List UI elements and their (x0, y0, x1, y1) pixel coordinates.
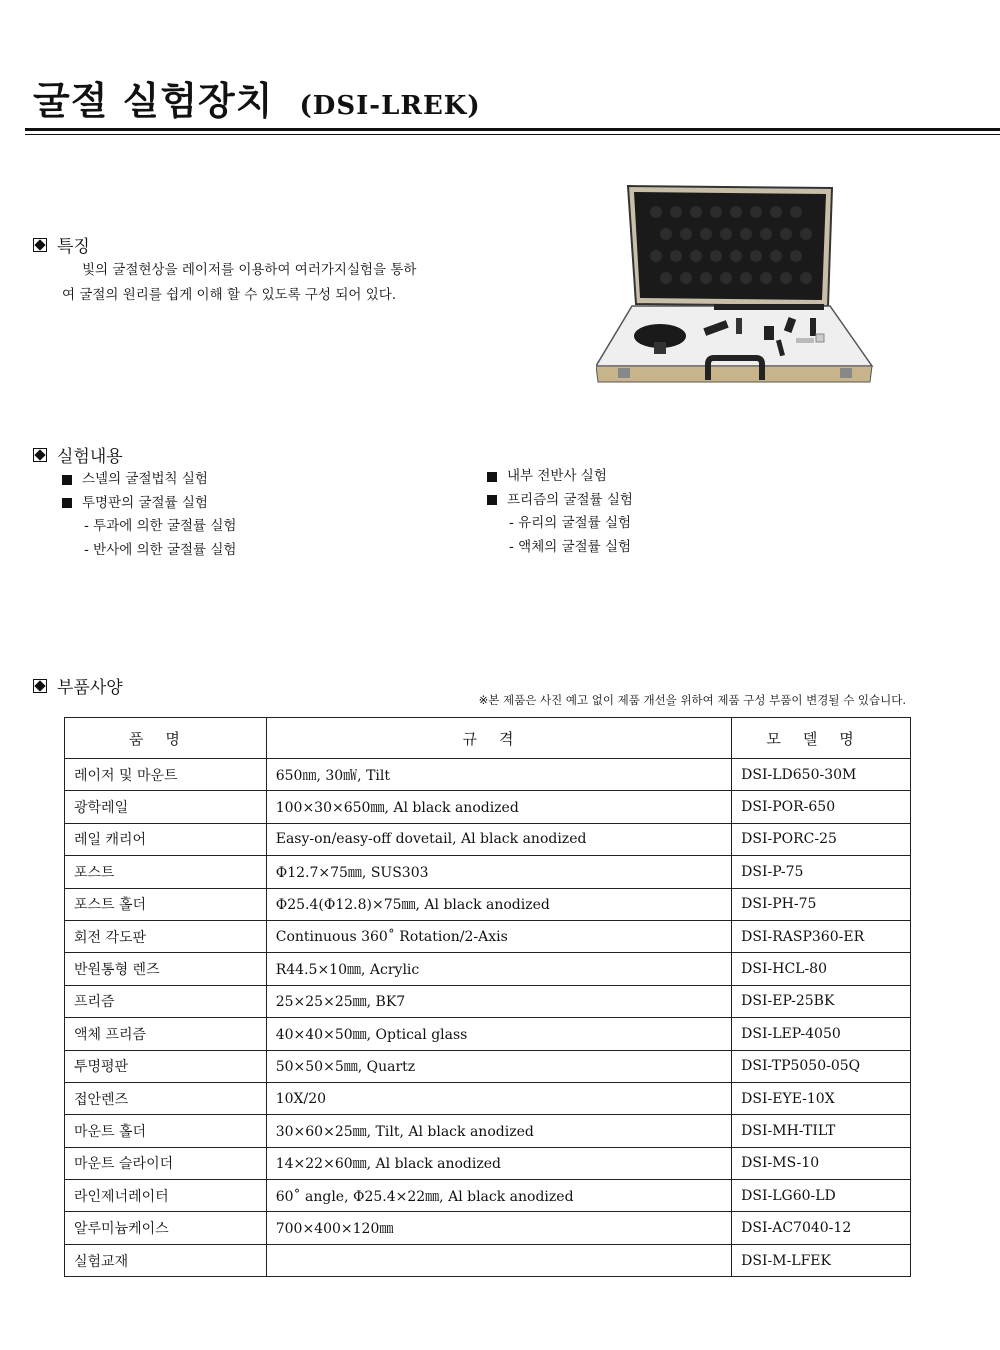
cell-specification: Continuous 360˚ Rotation/2-Axis (266, 920, 731, 952)
cell-specification: 100×30×650㎜, Al black anodized (266, 791, 731, 823)
cell-specification: 40×40×50㎜, Optical glass (266, 1018, 731, 1050)
cell-part-name: 광학레일 (65, 791, 267, 823)
column-header-name: 품명 (65, 718, 267, 759)
cell-model-number: DSI-EYE-10X (732, 1082, 911, 1114)
cell-part-name: 프리즘 (65, 985, 267, 1017)
table-row (65, 823, 911, 855)
cell-model-number: DSI-RASP360-ER (732, 920, 911, 952)
column-header-spec: 규격 (266, 718, 731, 759)
cell-part-name: 회전 각도판 (65, 920, 267, 952)
cell-specification: Easy-on/easy-off dovetail, Al black anodized (266, 823, 731, 855)
table-row (65, 791, 911, 823)
parts-heading (33, 673, 123, 698)
cell-specification: R44.5×10㎜, Acrylic (266, 953, 731, 985)
cell-part-name: 마운트 슬라이더 (65, 1147, 267, 1179)
cell-part-name: 투명평판 (65, 1050, 267, 1082)
list-subitem: - 투과에 의한 굴절률 실험 (84, 518, 237, 534)
cell-specification: 30×60×25㎜, Tilt, Al black anodized (266, 1115, 731, 1147)
features-line-2: 여 굴절의 원리를 쉽게 이해 할 수 있도록 구성 되어 있다. (62, 287, 397, 303)
square-bullet-icon (62, 498, 72, 508)
table-row (65, 920, 911, 952)
table-row (65, 1180, 911, 1212)
cell-part-name: 접안렌즈 (65, 1082, 267, 1114)
diamond-bullet-icon (33, 238, 47, 252)
cell-part-name: 포스트 홀더 (65, 888, 267, 920)
parts-change-notice: ※본 제품은 사진 예고 없이 제품 개선을 위하여 제품 구성 부품이 변경될 수 있습니다. (478, 693, 906, 707)
title-korean: 굴절 실험장치 (33, 79, 274, 123)
cell-part-name: 실험교재 (65, 1244, 267, 1276)
title-model: (DSI-LREK) (299, 91, 481, 121)
cell-model-number: DSI-P-75 (732, 856, 911, 888)
title-divider-thin (25, 134, 1000, 135)
cell-model-number: DSI-MH-TILT (732, 1115, 911, 1147)
cell-part-name: 레이저 및 마운트 (65, 759, 267, 791)
list-subitem: - 반사에 의한 굴절률 실험 (84, 541, 237, 558)
table-row (65, 1082, 911, 1114)
list-item: 내부 전반사 실험 (487, 465, 633, 489)
table-row (65, 1050, 911, 1082)
cell-part-name: 반원통형 렌즈 (65, 953, 267, 985)
square-bullet-icon (487, 495, 497, 505)
cell-model-number: DSI-LEP-4050 (732, 1018, 911, 1050)
cell-part-name: 알루미늄케이스 (65, 1212, 267, 1244)
table-row (65, 1018, 911, 1050)
experiments-heading-label: 실험내용 (57, 447, 123, 467)
cell-specification (266, 1244, 731, 1276)
cell-model-number: DSI-TP5050-05Q (732, 1050, 911, 1082)
table-row (65, 1212, 911, 1244)
cell-part-name: 포스트 (65, 856, 267, 888)
cell-model-number: DSI-POR-650 (732, 791, 911, 823)
diamond-bullet-icon (33, 448, 47, 462)
cell-part-name: 마운트 홀더 (65, 1115, 267, 1147)
cell-model-number: DSI-LD650-30M (732, 759, 911, 791)
list-item: 프리즘의 굴절률 실험 (487, 489, 633, 513)
diamond-bullet-icon (33, 679, 47, 693)
cell-specification: 650㎚, 30㎽, Tilt (266, 759, 731, 791)
cell-specification: Φ12.7×75㎜, SUS303 (266, 856, 731, 888)
cell-specification: 60˚ angle, Φ25.4×22㎜, Al black anodized (266, 1180, 731, 1212)
parts-spec-table (64, 717, 911, 1277)
features-description (62, 258, 482, 308)
cell-specification: 14×22×60㎜, Al black anodized (266, 1147, 731, 1179)
cell-part-name: 액체 프리즘 (65, 1018, 267, 1050)
experiments-right-list (487, 465, 633, 559)
cell-part-name: 레일 캐리어 (65, 823, 267, 855)
cell-model-number: DSI-M-LFEK (732, 1244, 911, 1276)
table-row (65, 1147, 911, 1179)
cell-model-number: DSI-HCL-80 (732, 953, 911, 985)
parts-table-body (65, 759, 911, 1277)
parts-heading-label: 부품사양 (57, 678, 123, 698)
list-subitem: - 액체의 굴절률 실험 (509, 538, 632, 555)
column-header-model: 모델명 (732, 718, 911, 759)
cell-model-number: DSI-LG60-LD (732, 1180, 911, 1212)
table-row (65, 856, 911, 888)
cell-model-number: DSI-AC7040-12 (732, 1212, 911, 1244)
table-row (65, 888, 911, 920)
features-heading (33, 232, 90, 257)
cell-specification: Φ25.4(Φ12.8)×75㎜, Al black anodized (266, 888, 731, 920)
cell-specification: 700×400×120㎜ (266, 1212, 731, 1244)
aluminum-case-product-image (596, 182, 874, 396)
page-title (33, 70, 481, 125)
list-item: 투명판의 굴절률 실험 (62, 492, 236, 516)
cell-part-name: 라인제너레이터 (65, 1180, 267, 1212)
table-row (65, 759, 911, 791)
cell-model-number: DSI-EP-25BK (732, 985, 911, 1017)
table-header-row (65, 718, 911, 759)
experiments-left-list (62, 468, 236, 562)
square-bullet-icon (62, 475, 72, 485)
cell-model-number: DSI-PH-75 (732, 888, 911, 920)
features-line-1: 빛의 굴절현상을 레이저를 이용하여 여러가지실험을 통하 (82, 262, 417, 278)
features-heading-label: 특징 (57, 237, 90, 257)
cell-model-number: DSI-PORC-25 (732, 823, 911, 855)
list-subitem: - 유리의 굴절률 실험 (509, 515, 632, 531)
square-bullet-icon (487, 472, 497, 482)
table-row (65, 1115, 911, 1147)
cell-specification: 25×25×25㎜, BK7 (266, 985, 731, 1017)
cell-model-number: DSI-MS-10 (732, 1147, 911, 1179)
cell-specification: 50×50×5㎜, Quartz (266, 1050, 731, 1082)
table-row (65, 953, 911, 985)
list-item: 스넬의 굴절법칙 실험 (62, 468, 236, 492)
cell-specification: 10X/20 (266, 1082, 731, 1114)
experiments-heading (33, 442, 123, 467)
table-row (65, 985, 911, 1017)
title-divider-thick (25, 128, 1000, 131)
table-row (65, 1244, 911, 1276)
